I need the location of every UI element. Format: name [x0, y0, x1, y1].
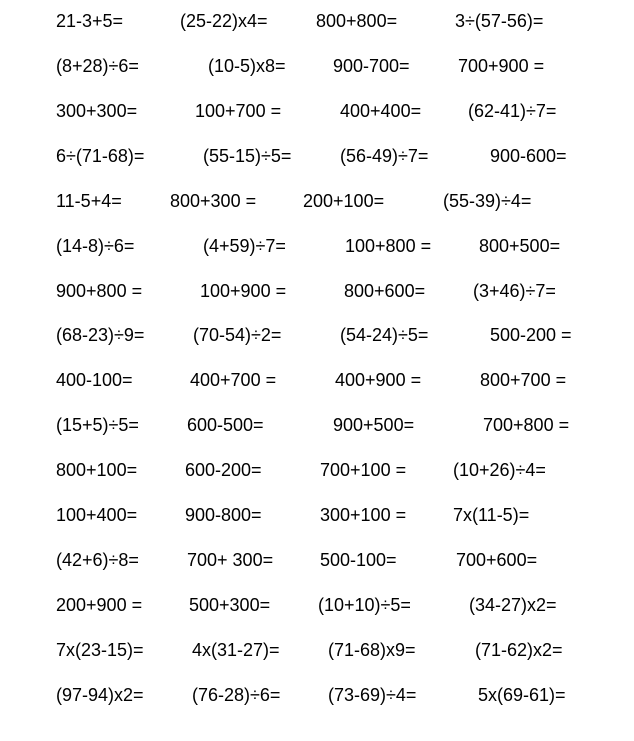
math-problem: (10+26)÷4= — [453, 460, 546, 480]
problem-row — [0, 545, 634, 575]
math-problem: 800+300 = — [170, 191, 257, 211]
math-problem: (34-27)x2= — [469, 595, 557, 615]
math-problem: (71-68)x9= — [328, 640, 416, 660]
math-problem: (54-24)÷5= — [340, 325, 429, 345]
math-problem: 100+400= — [56, 505, 138, 525]
math-problem: 700+100 = — [320, 460, 407, 480]
math-problem: 600-500= — [187, 415, 264, 435]
math-problem: (70-54)÷2= — [193, 325, 282, 345]
math-problem: 5x(69-61)= — [478, 685, 566, 705]
problem-row — [0, 680, 634, 710]
problem-row — [0, 231, 634, 261]
problem-row — [0, 500, 634, 530]
math-problem: 400+900 = — [335, 370, 422, 390]
math-problem: 100+800 = — [345, 236, 432, 256]
problem-row — [0, 276, 634, 306]
math-problem: (10+10)÷5= — [318, 595, 411, 615]
math-problem: (8+28)÷6= — [56, 56, 139, 76]
math-problem: 400-100= — [56, 370, 133, 390]
math-problem: (55-15)÷5= — [203, 146, 292, 166]
math-problem: 900-700= — [333, 56, 410, 76]
math-problem: 900+500= — [333, 415, 415, 435]
math-problem: (76-28)÷6= — [192, 685, 281, 705]
math-problem: 400+400= — [340, 101, 422, 121]
math-problem: 800+500= — [479, 236, 561, 256]
math-problem: 800+700 = — [480, 370, 567, 390]
math-problem: (97-94)x2= — [56, 685, 144, 705]
math-problem: 500+300= — [189, 595, 271, 615]
math-problem: 400+700 = — [190, 370, 277, 390]
math-problem: (71-62)x2= — [475, 640, 563, 660]
math-problem: (10-5)x8= — [208, 56, 286, 76]
math-problem: 300+300= — [56, 101, 138, 121]
math-problem: (68-23)÷9= — [56, 325, 145, 345]
math-problem: 700+900 = — [458, 56, 545, 76]
math-problem: (4+59)÷7= — [203, 236, 286, 256]
math-problem: (14-8)÷6= — [56, 236, 135, 256]
problem-row — [0, 365, 634, 395]
math-problem: 300+100 = — [320, 505, 407, 525]
math-problem: 21-3+5= — [56, 11, 124, 31]
math-problem: 800+800= — [316, 11, 398, 31]
math-problem: 200+100= — [303, 191, 385, 211]
math-problem: 7x(23-15)= — [56, 640, 144, 660]
math-problem: 4x(31-27)= — [192, 640, 280, 660]
math-problem: (55-39)÷4= — [443, 191, 532, 211]
math-problem: 900+800 = — [56, 281, 143, 301]
problem-row — [0, 186, 634, 216]
math-problem: 500-100= — [320, 550, 397, 570]
problem-row — [0, 51, 634, 81]
math-problem: 700+800 = — [483, 415, 570, 435]
math-problem: 100+700 = — [195, 101, 282, 121]
math-problem: 100+900 = — [200, 281, 287, 301]
math-problem: 800+600= — [344, 281, 426, 301]
math-problem: (42+6)÷8= — [56, 550, 139, 570]
math-problem: (15+5)÷5= — [56, 415, 139, 435]
math-problem: (56-49)÷7= — [340, 146, 429, 166]
problem-row — [0, 590, 634, 620]
problem-row — [0, 96, 634, 126]
math-problem: 800+100= — [56, 460, 138, 480]
problem-row — [0, 6, 634, 36]
math-problem: 6÷(71-68)= — [56, 146, 145, 166]
problem-row — [0, 410, 634, 440]
problem-row — [0, 141, 634, 171]
math-problem: (25-22)x4= — [180, 11, 268, 31]
math-problem: 700+ 300= — [187, 550, 274, 570]
math-problem: (3+46)÷7= — [473, 281, 556, 301]
math-problem: 900-600= — [490, 146, 567, 166]
math-problem: 3÷(57-56)= — [455, 11, 544, 31]
math-problem: (62-41)÷7= — [468, 101, 557, 121]
math-problem: 700+600= — [456, 550, 538, 570]
math-problem: 11-5+4= — [56, 191, 122, 211]
problem-row — [0, 635, 634, 665]
math-problem: 500-200 = — [490, 325, 572, 345]
math-problem: 200+900 = — [56, 595, 143, 615]
math-problem: 7x(11-5)= — [453, 505, 530, 525]
math-problem: 900-800= — [185, 505, 262, 525]
problem-row — [0, 320, 634, 350]
math-problem: (73-69)÷4= — [328, 685, 417, 705]
problem-row — [0, 455, 634, 485]
math-problem: 600-200= — [185, 460, 262, 480]
